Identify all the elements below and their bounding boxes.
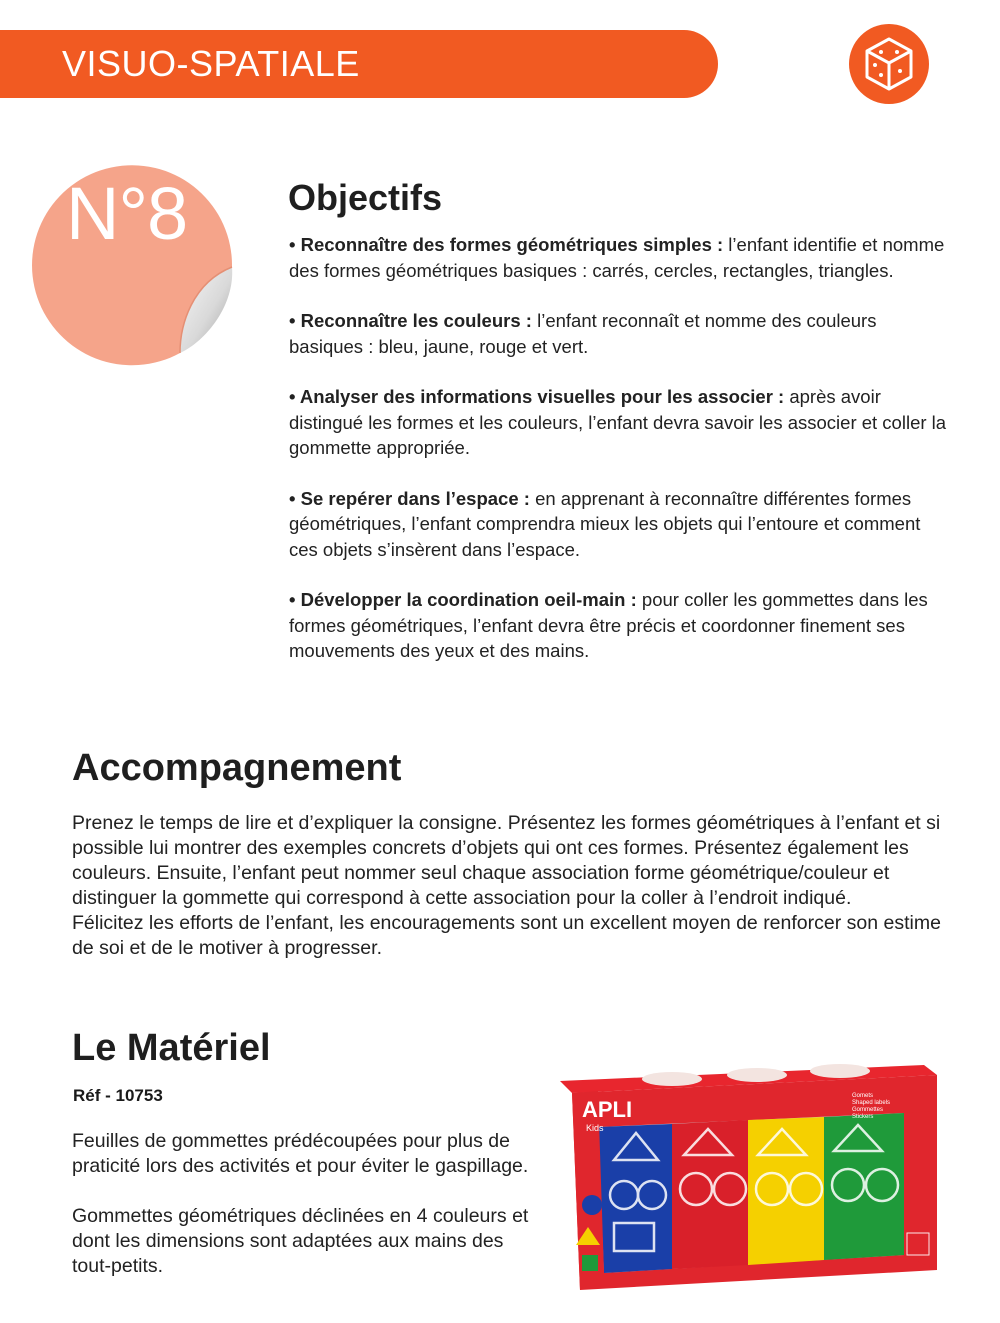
product-brand: APLI: [582, 1097, 633, 1122]
accompaniment-paragraph: Félicitez les efforts de l’enfant, les encouragements sont un excellent moyen de renforcer son estime de soi et de le motiver à progresser.: [72, 912, 941, 959]
objective-title: • Se repérer dans l’espace :: [289, 487, 530, 509]
objective-item: [289, 587, 949, 664]
material-reference: Réf - 10753: [73, 1086, 163, 1105]
objective-item: [289, 232, 949, 283]
accompaniment-body: [72, 811, 952, 961]
objectives-heading: Objectifs: [288, 177, 443, 218]
product-brand-sub: Kids: [586, 1123, 604, 1133]
product-label: Gommettes: [852, 1107, 884, 1113]
objective-text: l’enfant identifie et nomme des formes géométriques basiques : carrés, cercles, rectangles, triangles.: [289, 234, 945, 281]
material-heading: Le Matériel: [72, 1027, 271, 1069]
accompaniment-paragraph: Prenez le temps de lire et d’expliquer la consigne. Présentez les formes géométriques à l’enfant et si possible lui montrer des exemples concrets d’objets qui ont ces formes. Présentez également les couleurs. Ensuite, l’enfant peut nommer seul chaque association forme géométrique/couleur et distinguer la gommette qui correspond à cette association pour la coller à l’endroit indiqué.: [72, 812, 941, 909]
accompaniment-heading: Accompagnement: [72, 747, 402, 789]
objective-title: • Reconnaître les couleurs :: [289, 310, 532, 331]
material-paragraph: Feuilles de gommettes prédécoupées pour plus de praticité lors des activités et pour éviter le gaspillage.: [72, 1130, 529, 1177]
objective-text: l’enfant reconnaît et nomme des couleurs basiques : bleu, jaune, rouge et vert.: [289, 310, 877, 357]
material-paragraph: Gommettes géométriques déclinées en 4 couleurs et dont les dimensions sont adaptées aux mains des tout-petits.: [72, 1205, 529, 1277]
objectives-list: [289, 232, 949, 689]
product-label: Stickers: [852, 1114, 874, 1120]
objective-title: • Analyser des informations visuelles pour les associer :: [289, 386, 785, 407]
objective-item: [289, 384, 949, 461]
objective-text: en apprenant à reconnaître différentes formes géométriques, l’enfant comprendra mieux les objets qui l’entoure et comment ces objets s’insèrent dans l’espace.: [289, 487, 921, 560]
category-title: VISUO-SPATIALE: [62, 43, 360, 84]
product-image: [552, 1055, 942, 1293]
objective-text: après avoir distingué les formes et les couleurs, l’enfant devra savoir les associer et coller la gommette appropriée.: [289, 386, 947, 458]
objective-item: [289, 486, 949, 563]
category-banner: [0, 30, 718, 98]
objective-title: • Développer la coordination oeil-main :: [289, 589, 637, 610]
product-label: Gomets: [852, 1093, 874, 1099]
objective-item: [289, 308, 949, 359]
activity-number: N°8: [66, 172, 188, 255]
objective-title: • Reconnaître des formes géométriques simples :: [289, 234, 724, 255]
cube-icon: [848, 23, 930, 105]
objective-text: pour coller les gommettes dans les formes géométriques, l’enfant devra être précis et coordonner finement ses mouvements des yeux et des mains.: [289, 589, 928, 661]
product-label: Shaped labels: [852, 1100, 891, 1106]
material-description: [72, 1129, 542, 1304]
